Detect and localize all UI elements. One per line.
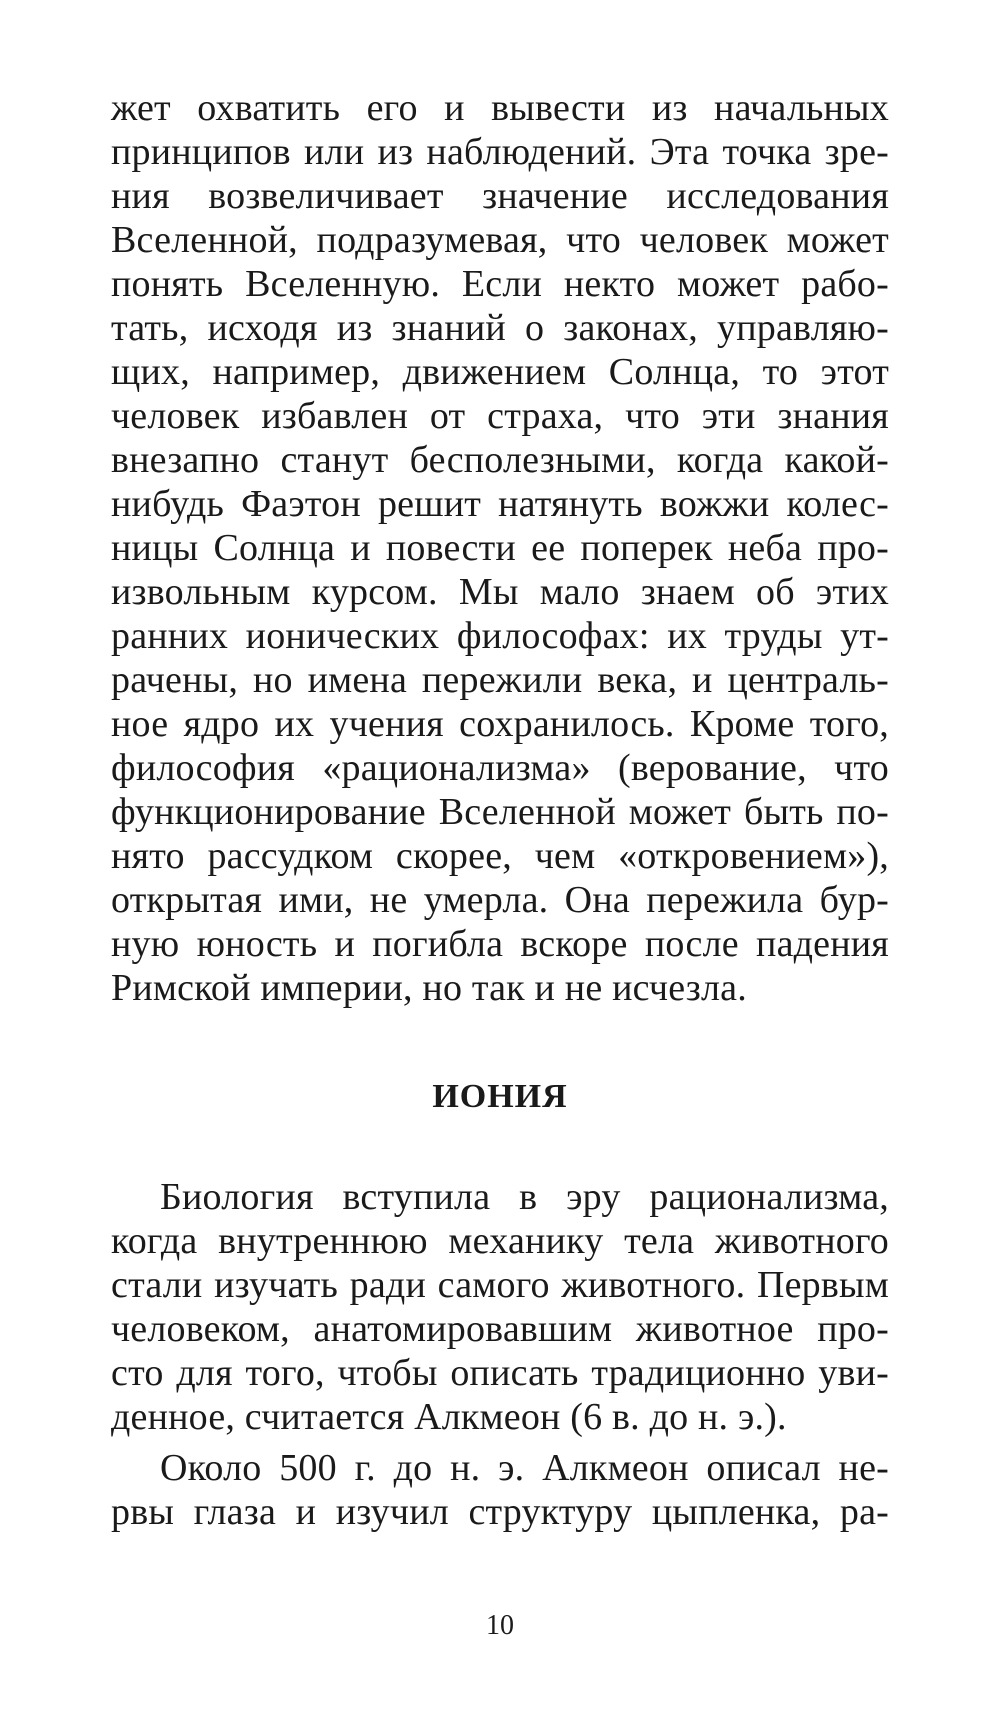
- text-line: открытая ими, не умерла. Она пережила бур-: [111, 879, 889, 921]
- text-line: Биология вступила в эру рационализма,: [160, 1176, 889, 1218]
- text-line: тать, исходя из знаний о законах, управляю-: [111, 307, 889, 349]
- text-line: человек избавлен от страха, что эти знания: [111, 395, 889, 437]
- text-line: философия «рационализма» (верование, что: [111, 747, 889, 789]
- text-line: извольным курсом. Мы мало знаем об этих: [111, 571, 889, 613]
- text-line: внезапно станут бесполезными, когда какой-: [111, 439, 889, 481]
- page-number: 10: [486, 1610, 514, 1641]
- text-line: рачены, но имена пережили века, и централь-: [111, 659, 889, 701]
- text-line: Около 500 г. до н. э. Алкмеон описал не-: [160, 1447, 889, 1489]
- text-line: ранних ионических философах: их труды ут-: [111, 615, 889, 657]
- text-line: Вселенной, подразумевая, что человек может: [111, 219, 889, 261]
- text-line: ную юность и погибла вскоре после падения: [111, 923, 889, 965]
- text-line: щих, например, движением Солнца, то этот: [111, 351, 889, 393]
- text-line: когда внутреннюю механику тела животного: [111, 1220, 889, 1262]
- text-line: жет охватить его и вывести из начальных: [111, 87, 889, 129]
- text-line: функционирование Вселенной может быть по-: [111, 791, 889, 833]
- text-line: ное ядро их учения сохранилось. Кроме того,: [111, 703, 889, 745]
- text-line: сто для того, чтобы описать традиционно уви-: [111, 1352, 889, 1394]
- text-line: ния возвеличивает значение исследования: [111, 175, 889, 217]
- text-line: человеком, анатомировавшим животное про-: [111, 1308, 889, 1350]
- text-line: стали изучать ради самого животного. Первым: [111, 1264, 889, 1306]
- text-line: понять Вселенную. Если некто может рабо-: [111, 263, 889, 305]
- text-line: рвы глаза и изучил структуру цыпленка, ра-: [111, 1491, 889, 1533]
- text-line: ницы Солнца и повести ее поперек неба про-: [111, 527, 889, 569]
- text-line: нято рассудком скорее, чем «откровением»),: [111, 835, 889, 877]
- section-heading: ИОНИЯ: [432, 1078, 568, 1115]
- text-line: денное, считается Алкмеон (6 в. до н. э.).: [111, 1396, 787, 1438]
- text-line: нибудь Фаэтон решит натянуть вожжи колес-: [111, 483, 889, 525]
- text-line: принципов или из наблюдений. Эта точка зре-: [111, 131, 889, 173]
- text-line: Римской империи, но так и не исчезла.: [111, 967, 747, 1009]
